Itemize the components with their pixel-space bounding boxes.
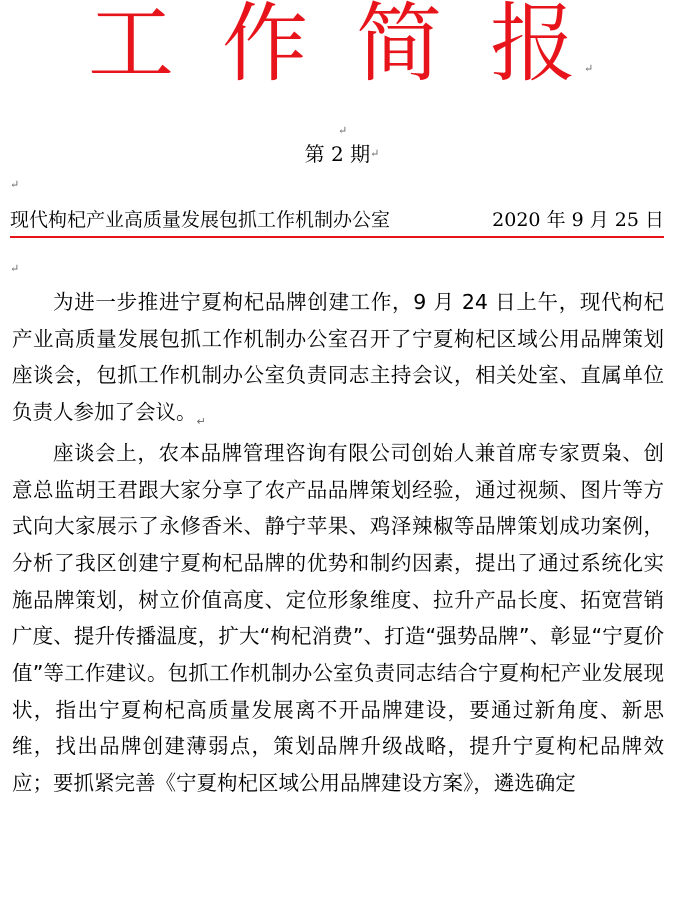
title-char-2: 作 xyxy=(222,0,308,94)
organization-name: 现代枸杞产业高质量发展包抓工作机制办公室 xyxy=(10,209,391,231)
paragraph-1-text: 为进一步推进宁夏枸杞品牌创建工作，9 月 24 日上午，现代枸杞产业高质量发展包抓工作机制办公室召开了宁夏枸杞区域公用品牌策划座谈会，包抓工作机制办公室负责同志主持会议，相关处室、直属单位负责人参加了会议。 xyxy=(12,290,664,425)
masthead-line xyxy=(10,204,664,238)
paragraph-mark: ↵ xyxy=(370,147,380,160)
title-char-1: 工 xyxy=(88,0,174,94)
issue-date: 2020 年 9 月 25 日 xyxy=(492,209,664,231)
paragraph-1 xyxy=(12,284,664,435)
paragraph-2 xyxy=(12,435,664,802)
issue-text: 第 2 期 xyxy=(304,142,371,166)
paragraph-mark: ↵ xyxy=(196,415,206,429)
title-char-4: 报 xyxy=(490,0,576,94)
issue-number xyxy=(0,140,684,172)
paragraph-mark: ↵ xyxy=(10,262,20,275)
paragraph-mark: ↵ xyxy=(338,124,348,137)
paragraph-mark: ↵ xyxy=(584,62,594,75)
paragraph-2-text: 座谈会上，农本品牌管理咨询有限公司创始人兼首席专家贾枭、创意总监胡王君跟大家分享了农产品品牌策划经验，通过视频、图片等方式向大家展示了永修香米、静宁苹果、鸡泽辣椒等品牌策划成功案例，分析了我区创建宁夏枸杞品牌的优势和制约因素，提出了通过系统化实施品牌策划，树立价值高度、定位形象维度、拉升产品长度、拓宽营销广度、提升传播温度，扩大“枸杞消费”、打造“强势品牌”、彰显“宁夏价值”等工作建议。包抓工作机制办公室负责同志结合宁夏枸杞产业发展现状，指出宁夏枸杞高质量发展离不开品牌建设，要通过新角度、新思维，找出品牌创建薄弱点，策划品牌升级战略，提升宁夏枸杞品牌效应；要抓紧完善《宁夏枸杞区域公用品牌建设方案》，遴选确定 xyxy=(12,440,664,796)
paragraph-mark: ↵ xyxy=(10,178,20,191)
red-divider-rule xyxy=(10,236,664,238)
newsletter-title xyxy=(0,0,684,100)
article-body xyxy=(12,284,664,802)
title-char-3: 简 xyxy=(356,0,442,94)
